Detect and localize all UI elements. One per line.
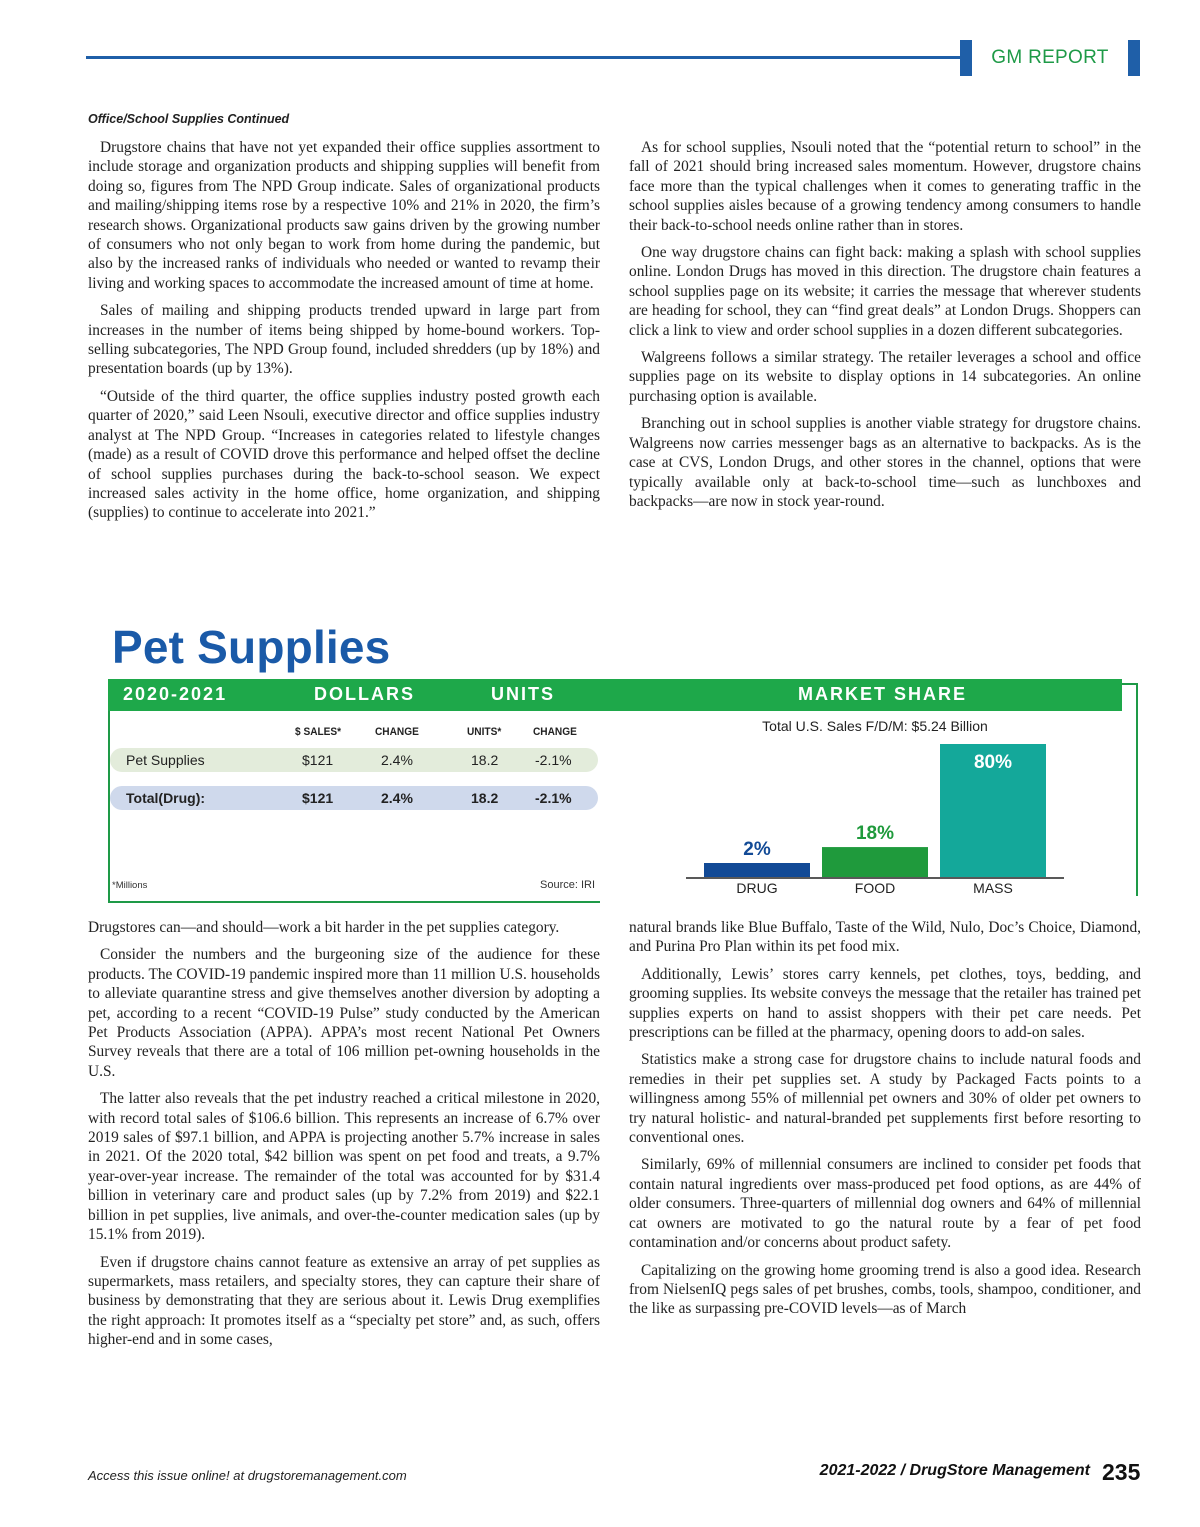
paragraph: Consider the numbers and the burgeoning size of the audience for these products. The COVID-19 pandemic inspired more than 11 million U.S. households to alleviate quarantine stress and give themselves another diversion by adopting a pet, according to a recent “COVID-19 Pulse” study conducted by the American Pet Products Association (APPA). APPA’s most recent National Pet Owners Survey reveals that there are a total of 106 million pet-owning households in the U.S. xyxy=(88,946,600,1080)
row-sales-change: 2.4% xyxy=(381,752,413,768)
bar-value-label: 2% xyxy=(743,839,771,860)
row-units-change: -2.1% xyxy=(535,790,572,806)
bar-value-label: 80% xyxy=(973,752,1013,773)
continued-label: Office/School Supplies Continued xyxy=(88,112,290,126)
band-period: 2020-2021 xyxy=(123,684,228,704)
paragraph: Sales of mailing and shipping products trended upward in large part from increases in the number of items being shipped by home-bound workers. Top-selling subcategories, The NPD Group found, included shredders (up by 18%) and presentation boards (up by 13%). xyxy=(88,302,600,378)
bar-value-label: 18% xyxy=(855,823,895,845)
row-sales: $121 xyxy=(302,790,334,806)
col-header-change: CHANGE xyxy=(375,726,419,738)
band-units: UNITS xyxy=(491,684,555,704)
row-units: 18.2 xyxy=(471,790,499,806)
stats-header-band xyxy=(108,679,1122,711)
band-dollars: DOLLARS xyxy=(314,684,415,704)
market-share-chart xyxy=(680,740,1080,900)
category-label: DRUG xyxy=(736,880,778,896)
table-footnote: *Millions xyxy=(112,880,148,891)
paragraph: One way drugstore chains can fight back: making a splash with school supplies online. London Drugs has moved in this direction. The drugstore chain features a school supplies page on its website; it carries the message that wherever students are heading for school, they can “find great deals” at London Drugs. Shoppers can click a link to view and order school supplies in a dozen different subcategories. xyxy=(629,244,1141,339)
paragraph: Similarly, 69% of millennial consumers are inclined to consider pet foods that contain natural ingredients over mass-produced pet food options, as are 44% of older consumers. Three-quarters of millennial dog owners and 64% of millennial cat owners are motivated to go the natural route by a fear of pet food contamination and/or concerns about product safety. xyxy=(629,1156,1141,1252)
bar-drug xyxy=(704,863,810,877)
footer-online-link[interactable]: Access this issue online! at drugstoremanagement.com xyxy=(88,1468,407,1483)
band-market-share: MARKET SHARE xyxy=(798,684,968,704)
header-bar-left xyxy=(960,40,972,76)
chart-title: Total U.S. Sales F/D/M: $5.24 Billion xyxy=(762,718,988,734)
paragraph: As for school supplies, Nsouli noted that the “potential return to school” in the fall of 2021 should bring increased sales momentum. However, drugstore chains face more than the typical challenges when it comes to generating traffic in the school supplies aisles because of a growing tendency among consumers to handle their back-to-school needs online rather than in stores. xyxy=(629,139,1141,234)
row-units-change: -2.1% xyxy=(535,752,572,768)
page-number: 235 xyxy=(1102,1459,1141,1485)
paragraph: Even if drugstore chains cannot feature as extensive an array of pet supplies as supermarkets, mass retailers, and specialty stores, they can capture their share of business by demonstrating that they are serious about it. Lewis Drug exemplifies the right approach: It promotes itself as a “specialty pet store” and, as such, offers higher-end and in some cases, xyxy=(88,1253,600,1349)
article-column-bottom-right xyxy=(629,918,1141,1327)
paragraph: Capitalizing on the growing home grooming trend is also a good idea. Research from NielsenIQ pegs sales of pet brushes, combs, tools, shampoo, conditioner, and the like as surpassing pre-COVID levels—as of March xyxy=(629,1261,1141,1318)
category-label: FOOD xyxy=(854,880,896,896)
row-units: 18.2 xyxy=(471,752,499,768)
col-header-change: CHANGE xyxy=(533,726,577,738)
row-sales-change: 2.4% xyxy=(381,790,413,806)
footer-publication: 2021-2022 / DrugStore Management xyxy=(819,1462,1090,1479)
bar-food xyxy=(822,847,928,877)
row-name: Pet Supplies xyxy=(126,752,205,768)
paragraph: Branching out in school supplies is another viable strategy for drugstore chains. Walgreens now carries messenger bags as an alternative to backpacks. As is the case at CVS, London Drugs, and other stores in the channel, options that were typically available only at back-to-school time—such as lunchboxes and backpacks—are now in stock year-round. xyxy=(629,415,1141,510)
col-header-units: UNITS* xyxy=(467,726,502,738)
category-label: MASS xyxy=(973,880,1013,896)
article-column-bottom-left xyxy=(88,918,600,1358)
paragraph: “Outside of the third quarter, the office supplies industry posted growth each quarter of 2020,” said Leen Nsouli, executive director and office supplies industry analyst at The NPD Group. “Increases in categories related to lifestyle changes (made) as a result of COVID drove this performance and helped offset the decline of school supplies purchases during the back-to-school season. We expect increased sales activity in the home office, home organization, and shipping (supplies) to continue to accelerate into 2021.” xyxy=(88,387,600,522)
section-header-label: GM REPORT xyxy=(991,47,1109,68)
row-sales: $121 xyxy=(302,752,334,768)
paragraph: Statistics make a strong case for drugstore chains to include natural foods and remedies in their pet supplies set. A study by Packaged Facts points to a willingness among 55% of millennial pet owners and 30% of older pet owners to try natural holistic- and natural-branded pet supplements first before resorting to conventional ones. xyxy=(629,1051,1141,1147)
paragraph: Walgreens follows a similar strategy. The retailer leverages a school and office supplies page on its website to display options in 14 subcategories. An online purchasing option is available. xyxy=(629,349,1141,405)
article-column-top-right xyxy=(629,138,1141,519)
header-bar-right xyxy=(1128,40,1140,76)
section-title: Pet Supplies xyxy=(112,621,391,673)
header-rule xyxy=(86,56,960,59)
col-header-sales: $ SALES* xyxy=(295,726,342,738)
paragraph: Drugstores can—and should—work a bit harder in the pet supplies category. xyxy=(88,919,560,936)
article-column-top-left xyxy=(88,138,600,531)
paragraph: Additionally, Lewis’ stores carry kennels, pet clothes, toys, bedding, and grooming supplies. Its website conveys the message that the retailer has trained pet supplies experts on hand to assist shoppers with their pet care needs. Pet prescriptions can be filled at the pharmacy, opening doors to add-on sales. xyxy=(629,965,1141,1042)
paragraph: The latter also reveals that the pet industry reached a critical milestone in 2020, with record total sales of $106.6 billion. This represents an increase of 6.7% over 2019 sales of $97.1 billion, and APPA is projecting another 5.7% increase in sales in 2021. Of the 2020 total, $42 billion was spent on pet food and treats, a 9.7% year-over-year increase. The remainder of the total was accounted for by $31.4 billion in veterinary care and product sales (up by 7.2% from 2019) and $22.1 billion in pet supplies, live animals, and over-the-counter medication sales (up by 15.1% from 2019). xyxy=(88,1090,600,1244)
paragraph: natural brands like Blue Buffalo, Taste of the Wild, Nulo, Doc’s Choice, Diamond, and Purina Pro Plan within its pet food mix. xyxy=(629,919,1141,956)
row-name: Total(Drug): xyxy=(126,790,206,806)
table-source: Source: IRI xyxy=(540,879,596,891)
paragraph: Drugstore chains that have not yet expanded their office supplies assortment to include storage and organization products and shipping supplies will benefit from doing so, figures from The NPD Group indicate. Sales of organizational products and mailing/shipping items rose by a respective 10% and 21% in 2020, the firm’s research shows. Organizational products saw gains driven by the growing number of consumers who not only began to work from home during the pandemic, but also by the increased ranks of individuals who needed or wanted to revamp their living and working spaces to accommodate the increased amount of time at home. xyxy=(88,139,600,292)
